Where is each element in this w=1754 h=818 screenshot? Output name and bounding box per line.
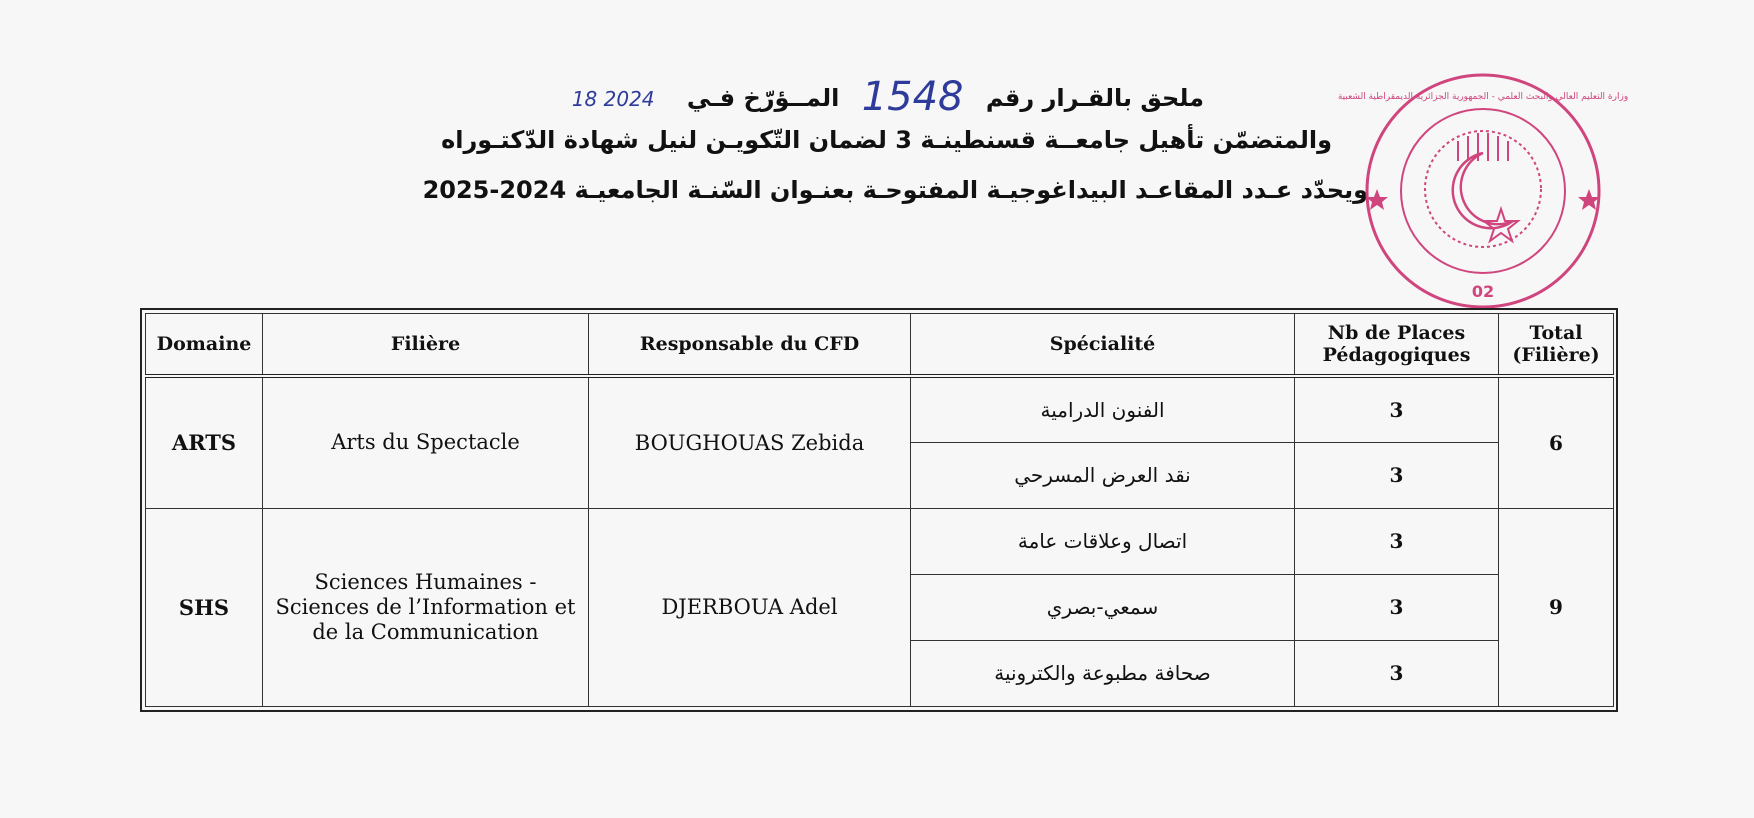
header-dated-label: المــؤرّخ فـي [686,84,840,112]
header-filiere: Filière [263,314,589,377]
cell-specialite: نقد العرض المسرحي [911,442,1295,508]
places-table [145,313,1614,707]
header-line-1 [571,70,1204,120]
cell-responsable: DJERBOUA Adel [589,508,911,706]
header-prefix: ملحق بالقـرار رقم [985,84,1204,112]
cell-domaine: ARTS [146,376,263,508]
table-row [146,376,1614,442]
header-line-3: ويحدّد عـدد المقاعـد البيداغوجيـة المفتوحـة بعنـوان السّنـة الجامعيـة 2024-2025 [422,176,1368,204]
places-table-frame [140,308,1618,712]
cell-places: 3 [1295,376,1499,442]
cell-specialite: صحافة مطبوعة والكترونية [911,640,1295,706]
cell-specialite: الفنون الدرامية [911,376,1295,442]
official-stamp [1337,71,1629,311]
header-line-2: والمتضمّن تأهيل جامعــة قسنطينـة 3 لضمان التّكويـن لنيل شهادة الدّكتـوراه [441,126,1332,154]
decision-date: 18 2024 [571,87,655,111]
cell-places: 3 [1295,442,1499,508]
header-total-line2: (Filière) [1512,344,1600,366]
header-nb-places-line2: Pédagogiques [1322,344,1471,366]
header-responsable: Responsable du CFD [589,314,911,377]
cell-places: 3 [1295,640,1499,706]
cell-specialite: سمعي-بصري [911,574,1295,640]
stamp-text: وزارة التعليم العالي والبحث العلمي - الجمهورية الجزائرية الديمقراطية الشعبية [1337,92,1629,102]
cell-responsable: BOUGHOUAS Zebida [589,376,911,508]
cell-places: 3 [1295,508,1499,574]
table-row [146,508,1614,574]
cell-places: 3 [1295,574,1499,640]
header-total-line1: Total [1529,322,1583,344]
cell-filiere: Sciences Humaines - Sciences de l’Information et de la Communication [263,508,589,706]
cell-total: 9 [1499,508,1614,706]
table-header-row [146,314,1614,377]
cell-specialite: اتصال وعلاقات عامة [911,508,1295,574]
cell-filiere: Arts du Spectacle [263,376,589,508]
cell-domaine: SHS [146,508,263,706]
cell-total: 6 [1499,376,1614,508]
header-total [1499,314,1614,377]
header-domaine: Domaine [146,314,263,377]
stamp-number: 02 [1471,282,1495,301]
decision-number: 1548 [861,74,964,120]
header-nb-places-line1: Nb de Places [1327,322,1466,344]
header-nb-places [1295,314,1499,377]
header-specialite: Spécialité [911,314,1295,377]
